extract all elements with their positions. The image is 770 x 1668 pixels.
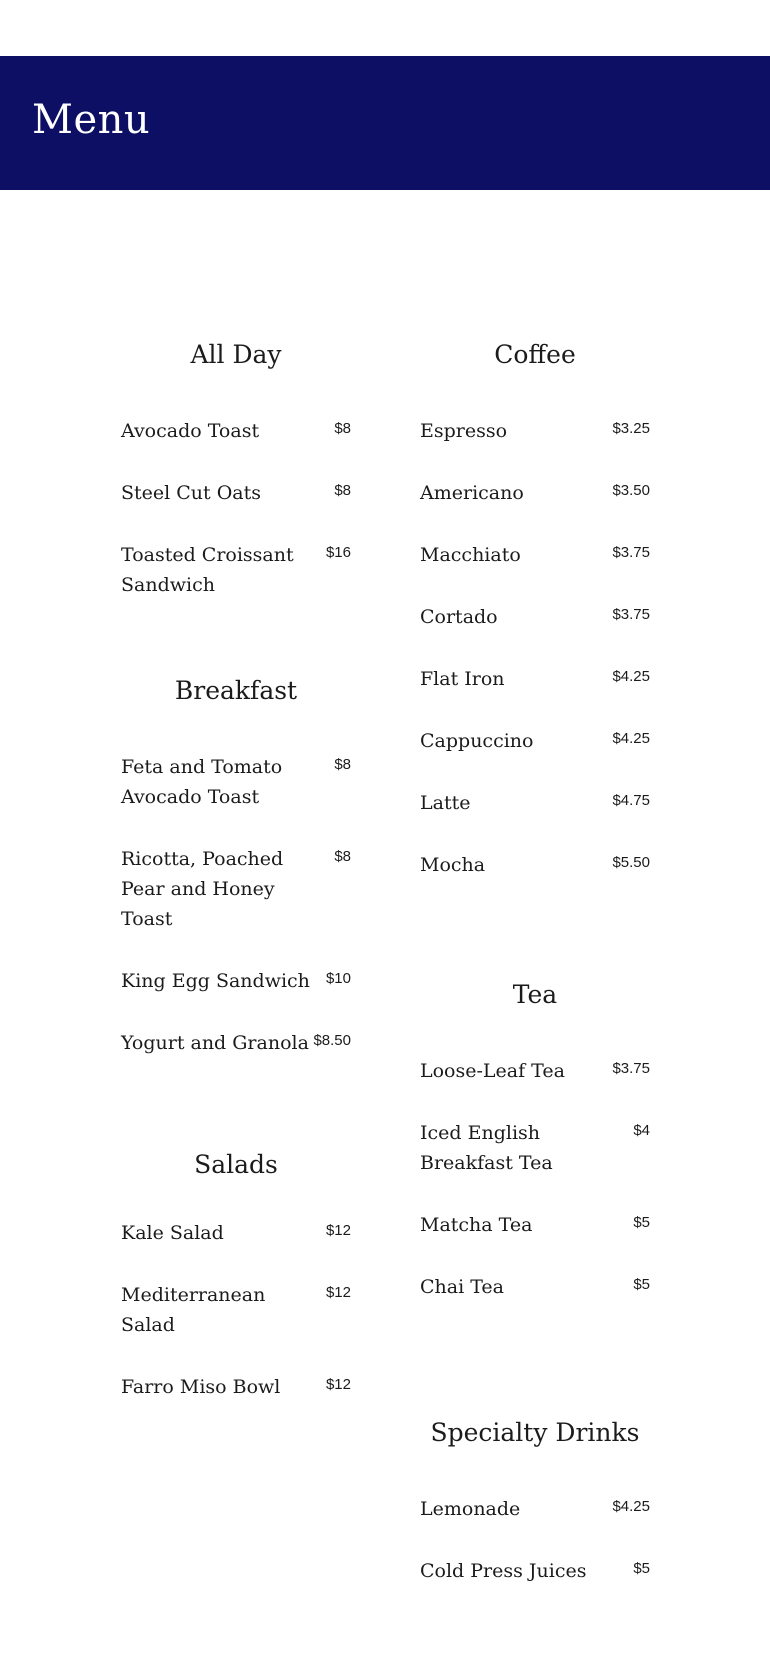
item-name: Iced English Breakfast Tea [420,1122,553,1174]
item-list [420,1494,650,1586]
item-price: $8 [334,756,351,773]
item-name: Cold Press Juices [420,1560,587,1582]
section-title: Coffee [494,340,576,369]
menu-item [121,1218,351,1248]
item-price: $12 [325,1376,351,1393]
item-price: $4 [633,1122,650,1139]
item-list [121,1218,351,1402]
menu-item [420,664,650,694]
item-price: $8 [334,420,351,437]
item-price: $12 [325,1222,351,1239]
menu-item [121,966,351,996]
menu-section [121,330,351,600]
menu-item [420,850,650,880]
header-banner [0,56,770,190]
section-title: Breakfast [174,676,298,705]
menu-item [420,1210,650,1240]
menu-item [420,1556,650,1586]
item-list [121,416,351,600]
item-name: Toasted Croissant Sandwich [121,544,294,596]
item-price: $3.75 [612,606,650,623]
menu-item [121,416,351,446]
item-price: $8 [334,482,351,499]
menu-item [420,540,650,570]
item-name: King Egg Sandwich [121,970,310,992]
item-price: $8.50 [313,1032,351,1049]
item-name: Kale Salad [121,1222,224,1244]
item-name: Ricotta, Poached Pear and Honey Toast [121,848,284,930]
item-name: Matcha Tea [420,1214,533,1236]
menu-item [121,752,351,812]
item-price: $4.25 [612,668,650,685]
item-name: Feta and Tomato Avocado Toast [121,756,283,808]
item-price: $5 [633,1214,650,1231]
section-title: Specialty Drinks [430,1418,640,1447]
item-name: Loose-Leaf Tea [420,1060,565,1082]
item-name: Cappuccino [420,730,534,752]
item-name: Flat Iron [420,668,505,690]
menu-item [420,788,650,818]
menu-section [420,1408,650,1586]
menu-section [420,330,650,880]
item-name: Yogurt and Granola [121,1032,309,1054]
item-name: Americano [420,482,524,504]
item-name: Mocha [420,854,486,876]
menu-item [420,1056,650,1086]
section-title: All Day [190,340,282,369]
item-name: Chai Tea [420,1276,504,1298]
menu-section [420,970,650,1302]
item-name: Macchiato [420,544,521,566]
menu-item [420,478,650,508]
item-price: $3.50 [612,482,650,499]
item-price: $4.75 [612,792,650,809]
menu-item [420,726,650,756]
menu-item [121,1372,351,1402]
item-price: $3.75 [612,1060,650,1077]
menu-item [420,416,650,446]
menu-item [420,602,650,632]
page-title: Menu [32,97,151,143]
item-price: $4.25 [612,730,650,747]
menu-column-right [420,330,650,1618]
item-name: Cortado [420,606,498,628]
item-name: Farro Miso Bowl [121,1376,281,1398]
menu-item [121,478,351,508]
item-price: $3.75 [612,544,650,561]
item-name: Steel Cut Oats [121,482,261,504]
menu-column-left [121,330,351,1434]
menu-section [121,1140,351,1402]
item-price: $5.50 [612,854,650,871]
section-title: Tea [512,980,558,1009]
item-name: Mediterranean Salad [121,1284,266,1336]
item-name: Lemonade [420,1498,521,1520]
item-name: Espresso [420,420,508,442]
menu-item [420,1494,650,1524]
item-price: $4.25 [612,1498,650,1515]
item-list [420,416,650,880]
item-price: $8 [334,848,351,865]
item-price: $3.25 [612,420,650,437]
item-price: $10 [325,970,351,987]
item-name: Latte [420,792,471,814]
section-title: Salads [194,1150,278,1179]
item-name: Avocado Toast [121,420,260,442]
menu-item [121,844,351,934]
item-list [420,1056,650,1302]
item-price: $12 [325,1284,351,1301]
menu-item [121,1028,351,1058]
menu-item [121,1280,351,1340]
item-list [121,752,351,1058]
menu-item [420,1272,650,1302]
menu-section [121,666,351,1058]
item-price: $16 [325,544,351,561]
menu-item [420,1118,650,1178]
menu-item [121,540,351,600]
item-price: $5 [633,1560,650,1577]
item-price: $5 [633,1276,650,1293]
